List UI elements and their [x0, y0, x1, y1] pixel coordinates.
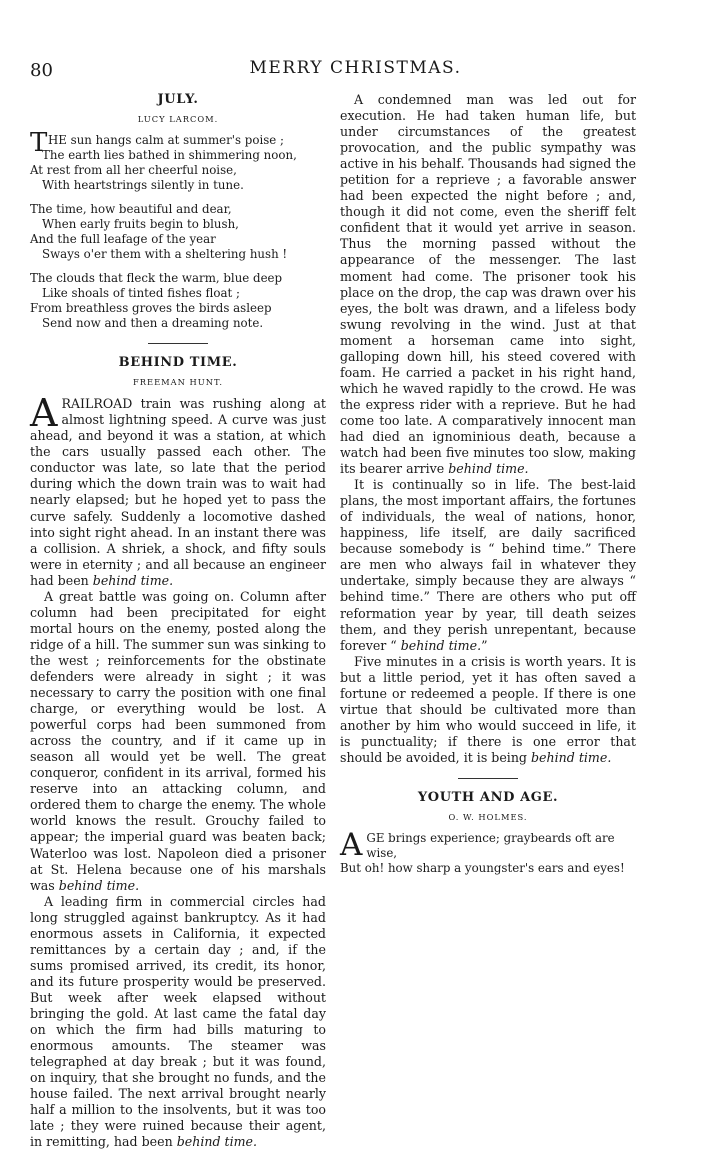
poem-author: O. W. HOLMES. — [448, 812, 528, 823]
poem-line: At rest from all her cheerful noise, — [30, 163, 237, 178]
poem-line: But oh! how sharp a youngster's ears and eyes! — [340, 861, 625, 876]
poem-line: And the full leafage of the year — [30, 232, 216, 247]
drop-cap: A — [340, 827, 363, 864]
paragraph-4: A condemned man was led out for execution. He had taken human life, but under circumstances of the greatest provocation, and the public sympathy was active in his behalf. Thousands had signed the petition for a reprieve ; a favorable answer had been expected the night before ; and, though it did not come, even the sheriff felt confident that it would yet arrive in season. Thus the morning passed without the appearance of the messenger. The last moment had come. The prisoner took his place on the drop, the cap was drawn over his eyes, the bolt was drawn, and a lifeless body swung revolving in the wind. Just at that moment a horseman came into sight, galloping down hill, his steed covered with foam. He carried a packet in his right hand, which he waved rapidly to the crowd. He was the express rider with a reprieve. But he had come too late. A comparatively innocent man had died an ignominious death, because a watch had been five minutes too slow, making its bearer arrive behind time. — [340, 92, 636, 477]
paragraph-3: A leading firm in commercial circles had long struggled against bankruptcy. As it had enormous assets in California, it expected remittances by a certain day ; and, if the sums promised arrived, its credit, its honor, and its future prosperity would be preserved. But week after week elapsed without bringing the gold. At last came the fatal day on which the firm had bills maturing to enormous amounts. The steamer was telegraphed at day break ; but it was found, on inquiry, that she brought no funds, and the house failed. The next arrival brought nearly half a million to the insolvents, but it was too late ; they were ruined because their agent, in remitting, had been behind time. — [30, 893, 326, 1150]
paragraph-1: ARAILROAD train was rushing along at almost lightning speed. A curve was just ahead, and beyond it was a station, at which the cars usually passed each other. The conductor was late, so late that the period during which the down train was to wait had nearly elapsed; but he hoped yet to pass the curve safely. Suddenly a locomotive dashed into sight right ahead. In an instant there was a collision. A shriek, a shock, and fifty souls were in eternity ; and all because an engineer had been behind time. — [30, 391, 326, 588]
poem-title: JULY. — [157, 92, 199, 107]
poem-july — [30, 92, 326, 331]
drop-cap: T — [30, 128, 48, 159]
paragraph-2: A great battle was going on. Column after column had been precipitated for eight mortal hours on the enemy, posted along the ridge of a hill. The summer sun was sinking to the west ; reinforcements for the obstinate defenders were already in sight ; it was necessary to carry the position with one final charge, or everything would be lost. A powerful corps had been summoned from across the country, and if it came up in season all would yet be well. The great conqueror, confident in its arrival, formed his reserve into an attacking column, and ordered them to charge the enemy. The whole world knows the result. Grouchy failed to appear; the imperial guard was beaten back; Waterloo was lost. Napoleon died a prisoner at St. Helena because one of his marshals was behind time. — [30, 588, 327, 893]
poem-line: The clouds that fleck the warm, blue deep — [30, 271, 283, 286]
poem-line: The time, how beautiful and dear, — [30, 202, 232, 217]
poem-youth-and-age — [340, 827, 636, 876]
poem-author: LUCY LARCOM. — [137, 114, 219, 125]
poem-title: YOUTH AND AGE. — [417, 789, 559, 805]
paragraph-6: Five minutes in a crisis is worth years. It is but a little period, yet it has often saved a fortune or redeemed a people. If there is one virtue that should be cultivated more than another by him who would succeed in life, it is punctuality; if there is one error that should be avoided, it is being behind time. — [340, 653, 636, 765]
poem-line: GE brings experience; graybeards oft are wise, — [366, 831, 615, 861]
section-divider — [458, 778, 518, 779]
left-column — [30, 92, 326, 1150]
stanza-1 — [30, 128, 326, 193]
poem-line: From breathless groves the birds asleep — [30, 301, 272, 316]
poem-line: Like shoals of tinted fishes float ; — [42, 286, 240, 301]
stanza-2 — [30, 202, 326, 262]
essay-title: BEHIND TIME. — [118, 355, 238, 371]
running-head: MERRY CHRISTMAS. — [249, 58, 462, 78]
essay-author: FREEMAN HUNT. — [133, 377, 223, 388]
poem-line: Sways o'er them with a sheltering hush ! — [42, 247, 288, 262]
right-column — [340, 92, 636, 885]
page-number: 80 — [30, 60, 53, 81]
paragraph-5: It is continually so in life. The best-laid plans, the most important affairs, the fortunes of individuals, the weal of nations, honor, happiness, life itself, are daily sacrificed because somebody is “ behind time.” There are men who always fail in whatever they undertake, simply because they are always “ behind time.” There are others who put off reformation year by year, till death seizes them, and they perish unrepentant, because forever “ behind time.” — [340, 477, 636, 653]
poem-line: The earth lies bathed in shimmering noon, — [42, 148, 297, 163]
stanza-3 — [30, 271, 326, 331]
poem-line: Send now and then a dreaming note. — [42, 316, 264, 331]
drop-cap: A — [30, 391, 58, 436]
poem-line: HE sun hangs calm at summer's poise ; — [48, 133, 284, 148]
poem-line: With heartstrings silently in tune. — [42, 178, 244, 193]
section-divider — [148, 343, 208, 344]
poem-line: When early fruits begin to blush, — [42, 217, 239, 232]
